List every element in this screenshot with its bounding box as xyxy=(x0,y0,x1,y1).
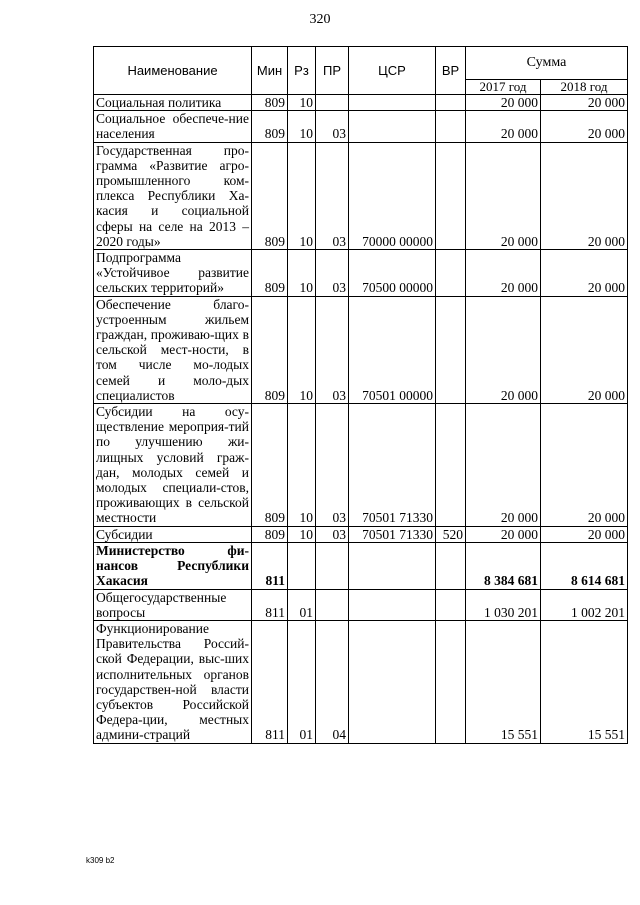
row-rz: 10 xyxy=(288,296,316,403)
header-vr: ВР xyxy=(436,47,466,95)
row-csr: 70000 00000 xyxy=(349,142,436,249)
row-rz xyxy=(288,542,316,589)
row-vr xyxy=(436,404,466,527)
row-csr: 70501 71330 xyxy=(349,404,436,527)
row-name: Субсидии xyxy=(94,526,252,542)
row-sum-2018: 20 000 xyxy=(541,526,628,542)
row-rz: 01 xyxy=(288,589,316,620)
row-min: 809 xyxy=(252,526,288,542)
row-sum-2017: 20 000 xyxy=(466,526,541,542)
row-min: 811 xyxy=(252,589,288,620)
row-name: Социальное обеспече-ние населения xyxy=(94,111,252,142)
row-name: Социальная политика xyxy=(94,95,252,111)
row-rz: 10 xyxy=(288,111,316,142)
budget-table xyxy=(93,46,628,744)
row-name: Подпрограмма «Устойчивое развитие сельских территорий» xyxy=(94,250,252,297)
row-sum-2018: 8 614 681 xyxy=(541,542,628,589)
row-vr xyxy=(436,542,466,589)
row-sum-2017: 20 000 xyxy=(466,404,541,527)
row-vr: 520 xyxy=(436,526,466,542)
row-vr xyxy=(436,620,466,743)
header-csr: ЦСР xyxy=(349,47,436,95)
row-vr xyxy=(436,589,466,620)
table-row xyxy=(94,404,628,527)
row-name: Обеспечение благо-устроенным жильем граждан, проживаю-щих в сельской мест-ности, в том числе мо-лодых семей и моло-дых специалистов xyxy=(94,296,252,403)
row-sum-2017: 20 000 xyxy=(466,95,541,111)
row-sum-2018: 20 000 xyxy=(541,296,628,403)
row-vr xyxy=(436,142,466,249)
row-csr: 70500 00000 xyxy=(349,250,436,297)
row-csr xyxy=(349,95,436,111)
footer-code: k309 b2 xyxy=(86,856,115,865)
row-vr xyxy=(436,95,466,111)
row-min: 811 xyxy=(252,620,288,743)
header-pr: ПР xyxy=(316,47,349,95)
table-row xyxy=(94,111,628,142)
row-csr xyxy=(349,589,436,620)
row-pr: 03 xyxy=(316,111,349,142)
row-rz: 10 xyxy=(288,526,316,542)
row-pr xyxy=(316,542,349,589)
row-vr xyxy=(436,250,466,297)
row-min: 811 xyxy=(252,542,288,589)
row-csr: 70501 00000 xyxy=(349,296,436,403)
row-min: 809 xyxy=(252,142,288,249)
row-sum-2018: 20 000 xyxy=(541,404,628,527)
row-sum-2018: 20 000 xyxy=(541,250,628,297)
header-min: Мин xyxy=(252,47,288,95)
row-name: Общегосударственные вопросы xyxy=(94,589,252,620)
row-rz: 01 xyxy=(288,620,316,743)
row-sum-2017: 15 551 xyxy=(466,620,541,743)
row-sum-2018: 20 000 xyxy=(541,95,628,111)
row-pr: 03 xyxy=(316,404,349,527)
row-min: 809 xyxy=(252,404,288,527)
row-name: Функционирование Правительства Россий-ской Федерации, выс-ших исполнительных органов государствен-ной власти субъектов Российской Федера-ции, местных админи-страций xyxy=(94,620,252,743)
row-name: Государственная про-грамма «Развитие агро-промышленного ком-плекса Республики Ха-касия и социальной сферы на селе на 2013 – 2020 годы» xyxy=(94,142,252,249)
row-rz: 10 xyxy=(288,142,316,249)
row-pr: 03 xyxy=(316,296,349,403)
header-name: Наименование xyxy=(94,47,252,95)
row-pr: 04 xyxy=(316,620,349,743)
row-rz: 10 xyxy=(288,404,316,527)
row-pr: 03 xyxy=(316,142,349,249)
table-row xyxy=(94,142,628,249)
row-vr xyxy=(436,111,466,142)
table-header xyxy=(94,47,628,95)
row-min: 809 xyxy=(252,250,288,297)
row-min: 809 xyxy=(252,95,288,111)
table-row xyxy=(94,620,628,743)
page-number: 320 xyxy=(309,12,331,27)
row-min: 809 xyxy=(252,296,288,403)
row-csr xyxy=(349,542,436,589)
row-sum-2018: 15 551 xyxy=(541,620,628,743)
row-vr xyxy=(436,296,466,403)
row-rz: 10 xyxy=(288,250,316,297)
row-name: Субсидии на осу-ществление мероприя-тий по улучшению жи-лищных условий граж-дан, молодых семей и молодых специали-стов, проживающих в сельской местности xyxy=(94,404,252,527)
row-sum-2018: 1 002 201 xyxy=(541,589,628,620)
header-sum: Сумма xyxy=(466,47,628,80)
row-min: 809 xyxy=(252,111,288,142)
row-sum-2017: 1 030 201 xyxy=(466,589,541,620)
table-row xyxy=(94,589,628,620)
row-sum-2017: 20 000 xyxy=(466,296,541,403)
row-rz: 10 xyxy=(288,95,316,111)
row-sum-2017: 20 000 xyxy=(466,250,541,297)
row-name: Министерство фи-нансов Республики Хакасия xyxy=(94,542,252,589)
row-sum-2017: 20 000 xyxy=(466,111,541,142)
table-row xyxy=(94,296,628,403)
row-sum-2017: 20 000 xyxy=(466,142,541,249)
table-row xyxy=(94,542,628,589)
header-year-2017: 2017 год xyxy=(466,80,541,95)
header-rz: Рз xyxy=(288,47,316,95)
table-body xyxy=(94,95,628,744)
row-csr xyxy=(349,620,436,743)
row-pr xyxy=(316,589,349,620)
row-pr: 03 xyxy=(316,526,349,542)
row-sum-2018: 20 000 xyxy=(541,142,628,249)
row-pr: 03 xyxy=(316,250,349,297)
table-row xyxy=(94,250,628,297)
row-csr: 70501 71330 xyxy=(349,526,436,542)
row-sum-2018: 20 000 xyxy=(541,111,628,142)
row-sum-2017: 8 384 681 xyxy=(466,542,541,589)
table-row xyxy=(94,95,628,111)
header-year-2018: 2018 год xyxy=(541,80,628,95)
row-csr xyxy=(349,111,436,142)
table-row xyxy=(94,526,628,542)
row-pr xyxy=(316,95,349,111)
